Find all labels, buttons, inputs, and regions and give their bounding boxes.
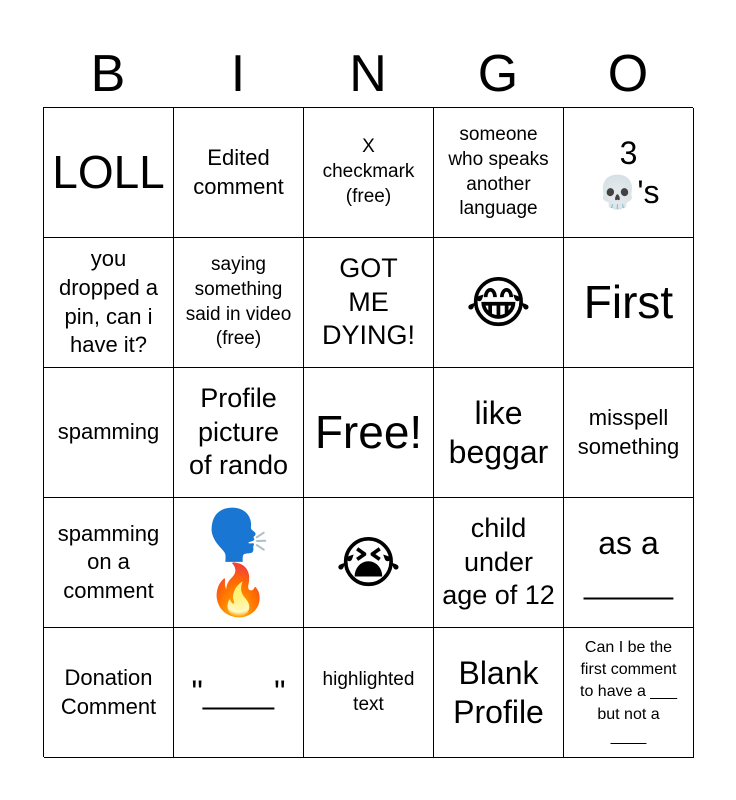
bingo-cell-g1[interactable]: someone who speaks another language <box>434 108 564 238</box>
bingo-cell-o2[interactable]: First <box>564 238 694 368</box>
bingo-cell-b5[interactable]: Donation Comment <box>44 628 174 758</box>
bingo-cell-b3[interactable]: spamming <box>44 368 174 498</box>
bingo-cell-i1[interactable]: Edited comment <box>174 108 304 238</box>
bingo-cell-b2[interactable]: you dropped a pin, can i have it? <box>44 238 174 368</box>
header-letter-b: B <box>90 45 126 103</box>
header-letter-g: G <box>477 45 519 103</box>
bingo-cell-n4-crying-emoji[interactable]: 😭 <box>304 498 434 628</box>
bingo-cell-o5[interactable]: Can I be the first comment to have a ___ but not a ____ <box>564 628 694 758</box>
bingo-cell-g3[interactable]: like beggar <box>434 368 564 498</box>
bingo-cell-g5[interactable]: Blank Profile <box>434 628 564 758</box>
bingo-board <box>43 107 693 757</box>
bingo-cell-n2[interactable]: GOT ME DYING! <box>304 238 434 368</box>
bingo-cell-o3[interactable]: misspell something <box>564 368 694 498</box>
bingo-cell-n5[interactable]: highlighted text <box>304 628 434 758</box>
header-letter-o: O <box>607 45 649 103</box>
bingo-cell-n1[interactable]: X checkmark (free) <box>304 108 434 238</box>
bingo-cell-i4-speaking-fire-emoji[interactable]: 🗣️ 🔥 <box>174 498 304 628</box>
bingo-cell-o4[interactable]: as a _____ <box>564 498 694 628</box>
bingo-cell-i3[interactable]: Profile picture of rando <box>174 368 304 498</box>
header-letter-n: N <box>349 45 387 103</box>
header-letter-i: I <box>230 45 246 103</box>
bingo-cell-o1[interactable]: 3 💀's <box>564 108 694 238</box>
bingo-cell-g2-joy-emoji[interactable]: 😂 <box>434 238 564 368</box>
bingo-header <box>43 44 693 104</box>
bingo-cell-i5[interactable]: "____" <box>174 628 304 758</box>
bingo-cell-b4[interactable]: spamming on a comment <box>44 498 174 628</box>
bingo-cell-g4[interactable]: child under age of 12 <box>434 498 564 628</box>
bingo-cell-i2[interactable]: saying something said in video (free) <box>174 238 304 368</box>
bingo-cell-n3-free[interactable]: Free! <box>304 368 434 498</box>
bingo-cell-b1[interactable]: LOLL <box>44 108 174 238</box>
